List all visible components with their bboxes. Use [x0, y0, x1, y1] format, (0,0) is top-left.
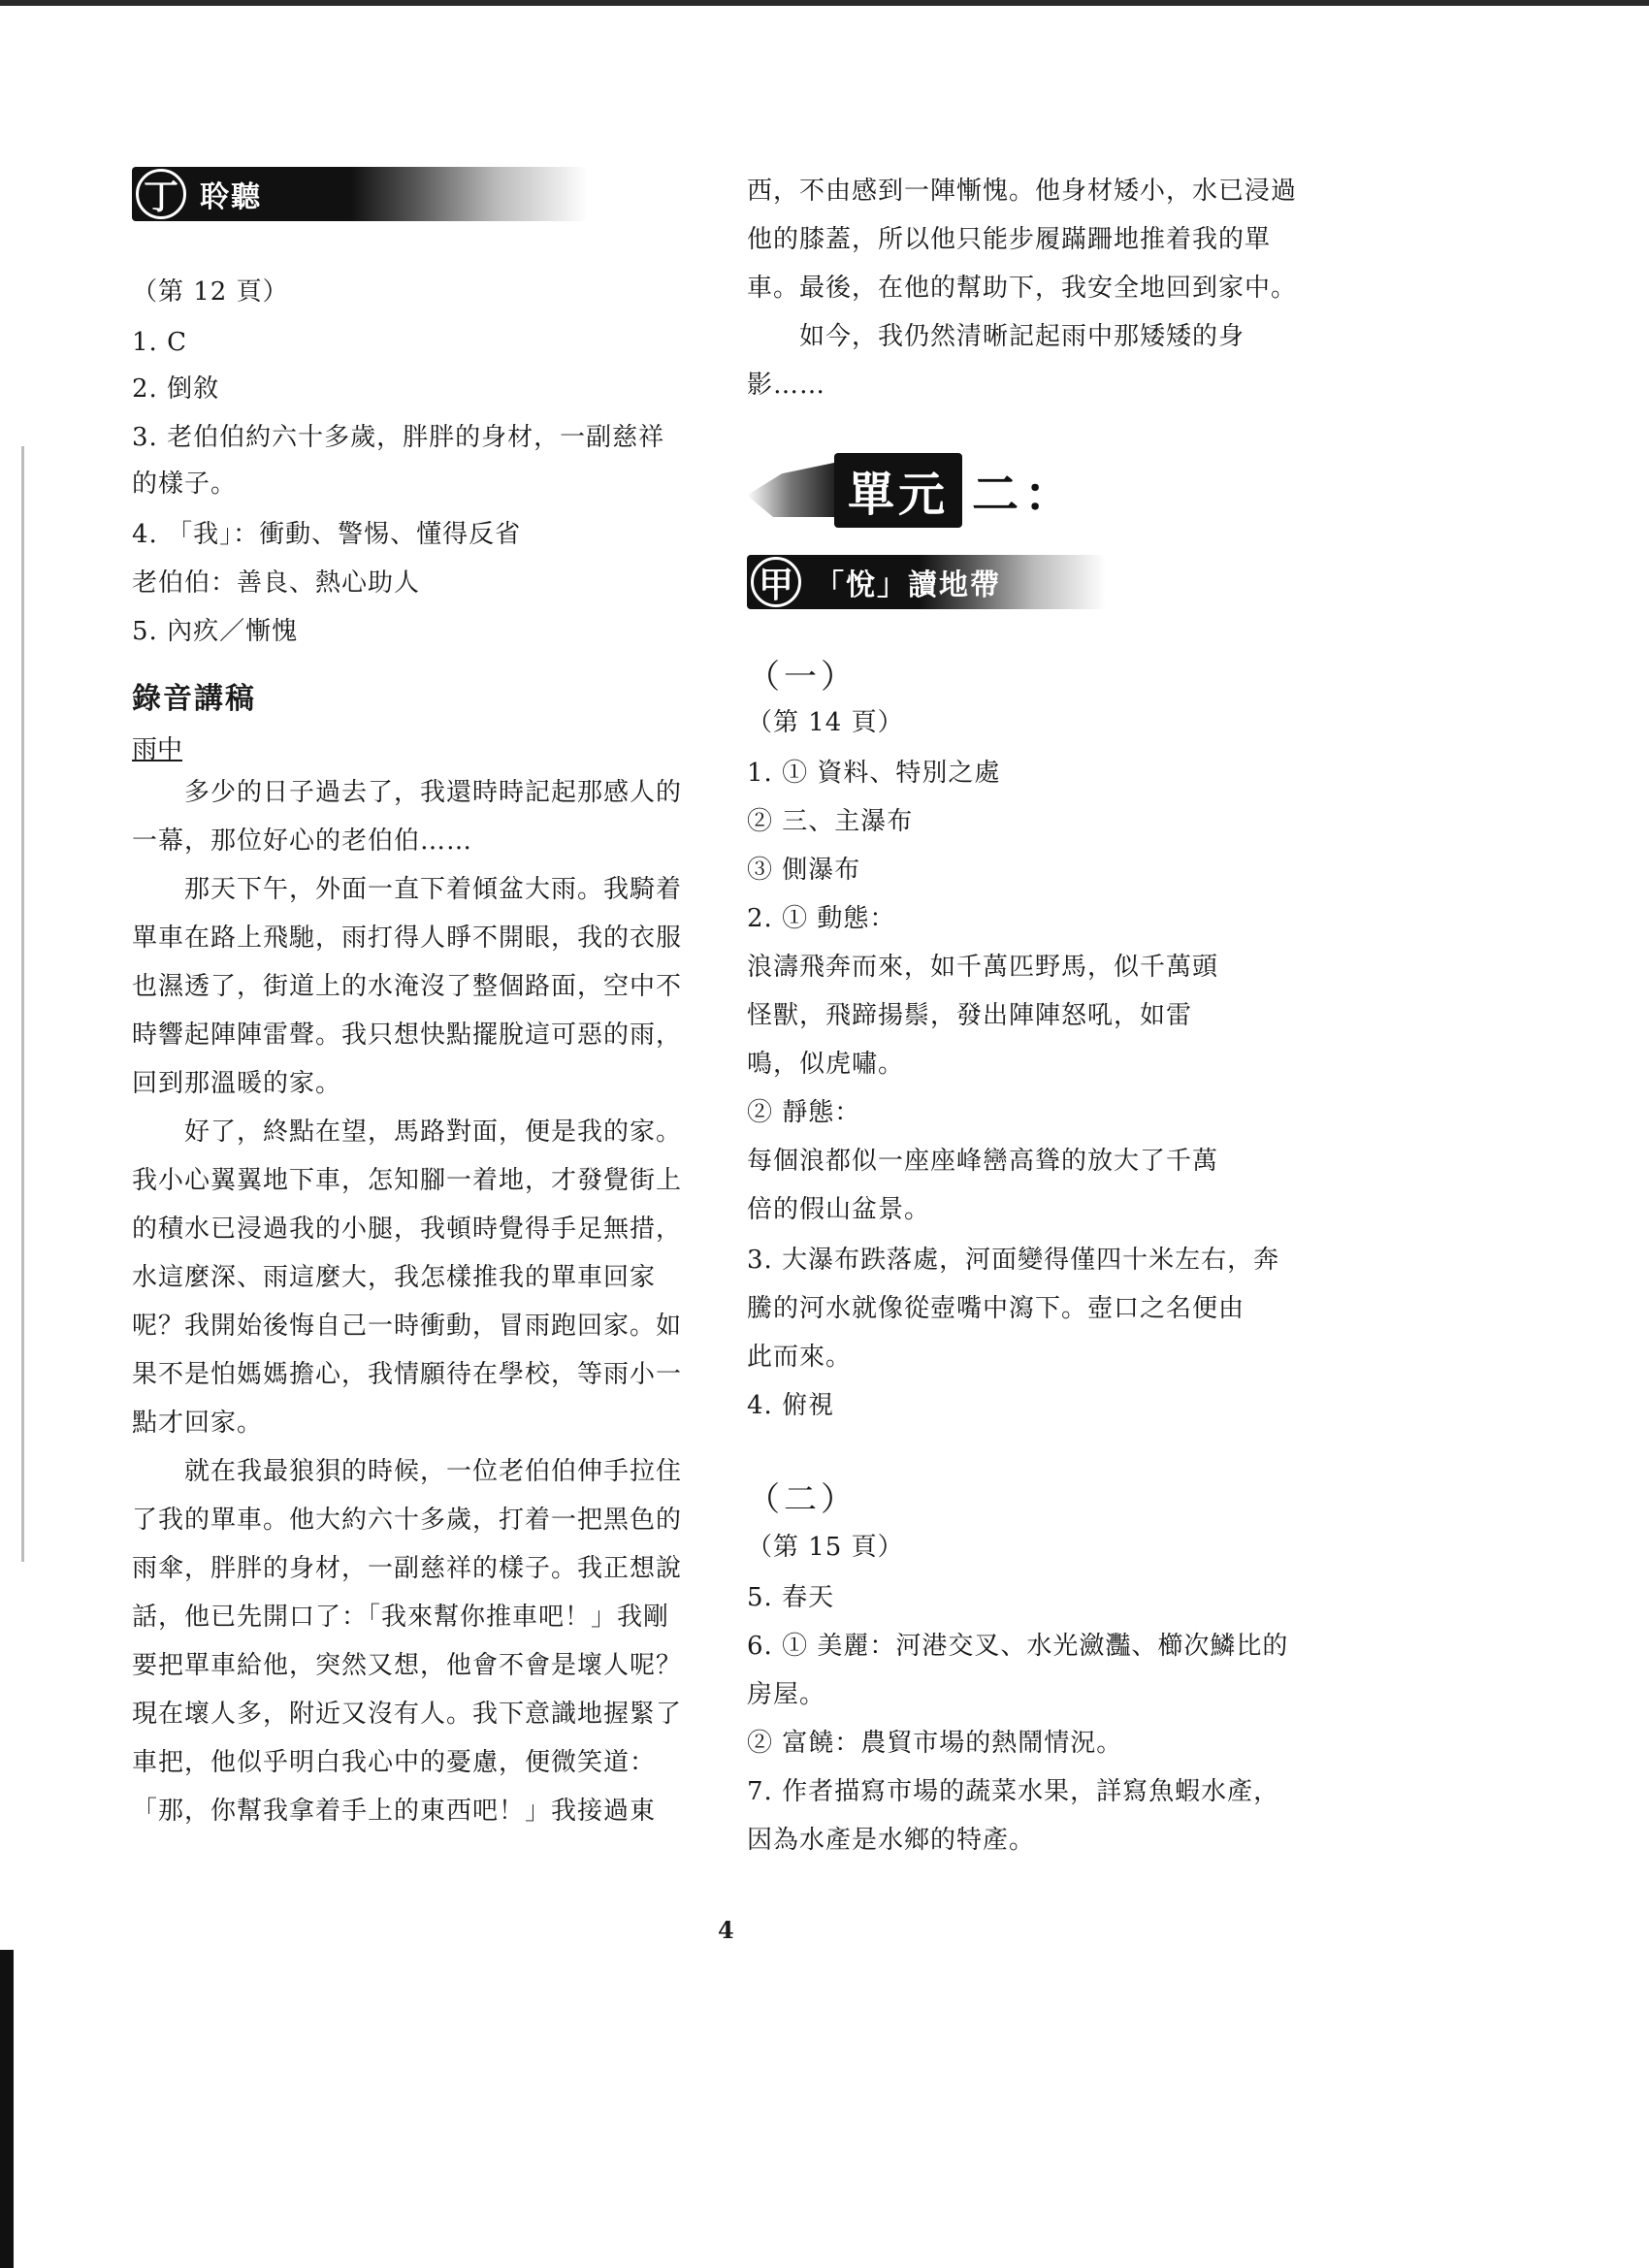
story-line: 要把單車給他，突然又想，他會不會是壞人呢？	[132, 1651, 683, 1680]
story-line: 如今，我仍然清晰記起雨中那矮矮的身	[747, 322, 1245, 351]
story-line: 了我的單車。他大約六十多歲，打着一把黑色的	[132, 1506, 683, 1535]
answer-line: 2. 倒敘	[132, 374, 220, 404]
story-line: 車把，他似乎明白我心中的憂慮，便微笑道：	[132, 1748, 657, 1777]
story-line: 好了，終點在望，馬路對面，便是我的家。	[132, 1118, 683, 1147]
answer-line: 4. 俯視	[747, 1391, 835, 1420]
transcript-heading: 錄音講稿	[132, 682, 256, 716]
answer-line: 6. ① 美麗：河港交叉、水光瀲灩、櫛次鱗比的	[747, 1632, 1289, 1661]
answer-line: 的樣子。	[132, 470, 238, 499]
answer-line: 鳴，似虎嘯。	[747, 1050, 905, 1079]
page-reference: （第 14 頁）	[747, 708, 904, 737]
story-line: 「那，你幫我拿着手上的東西吧！」我接過東	[132, 1797, 657, 1826]
story-line: 呢？我開始後悔自己一時衝動，冒雨跑回家。如	[132, 1312, 683, 1341]
answer-line: 騰的河水就像從壺嘴中瀉下。壺口之名便由	[747, 1294, 1245, 1323]
story-line: 一幕，那位好心的老伯伯……	[132, 826, 473, 856]
story-line: 果不是怕媽媽擔心，我情願待在學校，等雨小一	[132, 1360, 683, 1389]
answer-line: 怪獸，飛蹄揚鬃，發出陣陣怒吼，如雷	[747, 1001, 1193, 1030]
scan-edge-left	[0, 1950, 14, 2268]
section-badge: 甲	[751, 557, 801, 607]
answer-line: 5. 內疚／慚愧	[132, 617, 299, 646]
scan-edge-top	[0, 0, 1649, 6]
answer-line: 老伯伯：善良、熱心助人	[132, 568, 421, 598]
answer-line: 因為水產是水鄉的特產。	[747, 1826, 1036, 1855]
section-title: 聆聽	[200, 180, 262, 214]
part-heading: （一）	[747, 658, 857, 697]
answer-line: 3. 大瀑布跌落處，河面變得僅四十米左右，奔	[747, 1246, 1280, 1275]
answer-line: 3. 老伯伯約六十多歲，胖胖的身材，一副慈祥	[132, 423, 665, 452]
scan-edge-line	[21, 446, 24, 1562]
answer-line: 此而來。	[747, 1343, 853, 1372]
answer-line: 每個浪都似一座座峰巒高聳的放大了千萬	[747, 1147, 1219, 1176]
story-line: 多少的日子過去了，我還時時記起那感人的	[132, 778, 683, 807]
section-title: 「悅」讀地帶	[815, 568, 1001, 602]
story-line: 就在我最狼狽的時候，一位老伯伯伸手拉住	[132, 1457, 683, 1486]
answer-line: 7. 作者描寫市場的蔬菜水果，詳寫魚蝦水產，	[747, 1777, 1280, 1806]
story-title: 雨中	[132, 735, 183, 764]
unit-banner-decoration	[747, 463, 834, 517]
story-line: 時響起陣陣雷聲。我只想快點擺脫這可惡的雨，	[132, 1021, 683, 1050]
section-banner-reading	[747, 555, 1106, 609]
page-reference: （第 12 頁）	[132, 277, 289, 307]
story-line: 那天下午，外面一直下着傾盆大雨。我騎着	[132, 875, 683, 904]
answer-line: ② 三、主瀑布	[747, 807, 914, 836]
story-line: 話，他已先開口了：「我來幫你推車吧！」我剛	[132, 1603, 670, 1632]
answer-line: 5. 春天	[747, 1583, 835, 1612]
section-banner-listening	[132, 167, 588, 221]
answer-line: 4. 「我」：衝動、警惕、懂得反省	[132, 520, 522, 549]
story-line: 車。最後，在他的幫助下，我安全地回到家中。	[747, 274, 1298, 303]
unit-label: 單元	[834, 453, 962, 528]
story-line: 也濕透了，街道上的水淹沒了整個路面，空中不	[132, 972, 683, 1001]
page-number: 4	[718, 1916, 734, 1944]
story-line: 水這麼深、雨這麼大，我怎樣推我的單車回家	[132, 1263, 657, 1292]
story-line: 西，不由感到一陣慚愧。他身材矮小，水已浸過	[747, 177, 1298, 206]
answer-line: ② 靜態：	[747, 1098, 861, 1127]
answer-line: 房屋。	[747, 1680, 826, 1709]
unit-banner	[747, 456, 1077, 524]
answer-line: 浪濤飛奔而來，如千萬匹野馬，似千萬頭	[747, 953, 1219, 982]
story-line: 點才回家。	[132, 1409, 264, 1438]
story-line: 的積水已浸過我的小腿，我頓時覺得手足無措，	[132, 1215, 683, 1244]
answer-line: 1. C	[132, 328, 187, 357]
story-line: 回到那溫暖的家。	[132, 1069, 342, 1098]
page-reference: （第 15 頁）	[747, 1533, 904, 1562]
story-line: 單車在路上飛馳，雨打得人睜不開眼，我的衣服	[132, 923, 683, 953]
story-line: 雨傘，胖胖的身材，一副慈祥的樣子。我正想說	[132, 1554, 683, 1583]
story-line: 他的膝蓋，所以他只能步履蹣跚地推着我的單	[747, 225, 1272, 254]
answer-line: 1. ① 資料、特別之處	[747, 759, 1001, 788]
answer-line: 倍的假山盆景。	[747, 1195, 931, 1224]
story-line: 影……	[747, 371, 826, 400]
story-line: 我小心翼翼地下車，怎知腳一着地，才發覺街上	[132, 1166, 683, 1195]
answer-line: 2. ① 動態：	[747, 904, 896, 933]
part-heading: （二）	[747, 1480, 857, 1519]
story-line: 現在壞人多，附近又沒有人。我下意識地握緊了	[132, 1700, 683, 1729]
answer-line: ② 富饒：農貿市場的熱鬧情況。	[747, 1729, 1123, 1758]
unit-number: 二：	[972, 467, 1078, 522]
answer-line: ③ 側瀑布	[747, 856, 861, 885]
section-badge: 丁	[136, 169, 186, 219]
